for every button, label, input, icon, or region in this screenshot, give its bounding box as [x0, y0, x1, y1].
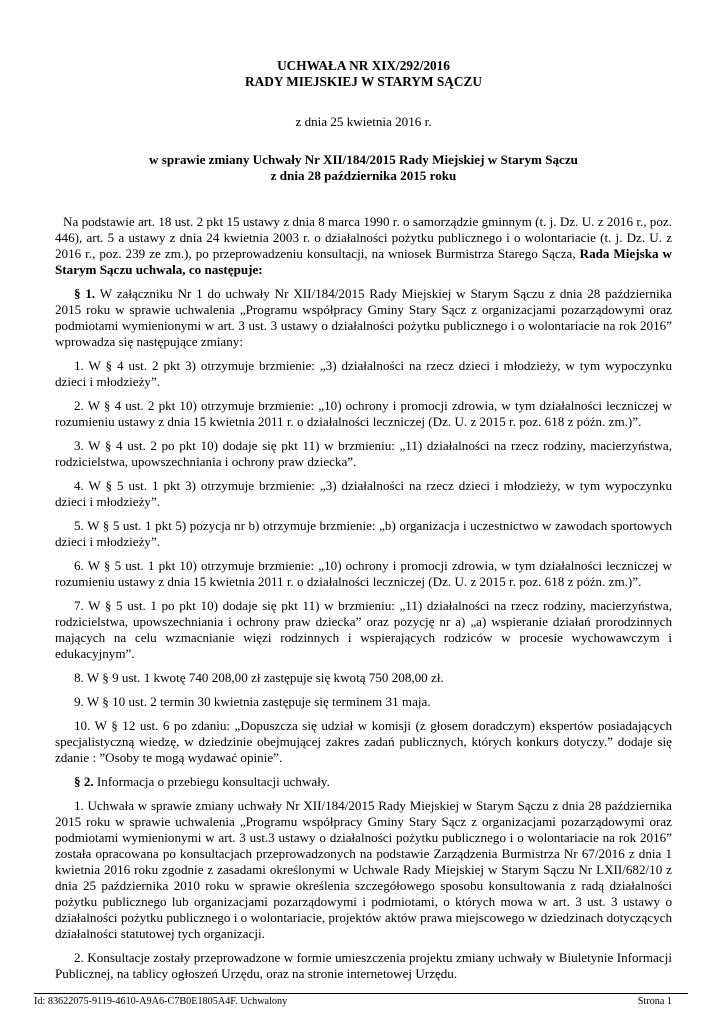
- section-2-text: Informacja o przebiegu konsultacji uchwały.: [93, 774, 330, 789]
- title-line-1: UCHWAŁA NR XIX/292/2016: [277, 58, 450, 73]
- section-1-text: W załączniku Nr 1 do uchwały Nr XII/184/2015 Rady Miejskiej w Starym Sączu z dnia 28 października 2015 roku w sprawie uchwalenia „Programu współpracy Gminy Stary Sącz z organizacjami pozarządowymi oraz podmiotami wymienionymi w art. 3 ust. 3 ustawy o działalności pożytku publicznego i o wolontariacie na rok 2016” wprowadza się następujące zmiany:: [55, 286, 672, 349]
- section-1-paragraph: [55, 286, 672, 350]
- section-1-label: § 1.: [74, 286, 96, 301]
- section-1-item: 10. W § 12 ust. 6 po zdaniu: „Dopuszcza się udział w komisji (z głosem doradczym) ekspertów posiadających specjalistyczną wiedzę, w dziedzinie obejmującej zakres zadań publicznych, których konkurs dotyczy.” dodaje się zdanie : ”Osoby te mogą wydawać opinie”.: [55, 718, 672, 765]
- document-content: [55, 58, 672, 982]
- section-2-item: 1. Uchwała w sprawie zmiany uchwały Nr XII/184/2015 Rady Miejskiej w Starym Sączu z dnia 28 października 2015 roku w sprawie uchwalenia „Programu współpracy Gminy Stary Sącz z organizacjami pozarządowymi oraz podmiotami wymienionymi w art. 3 ust.3 ustawy o działalności pożytku publicznego i o wolontariacie na rok 2016” została opracowana po konsultacjach przeprowadzonych na podstawie Zarządzenia Burmistrza Nr 67/2016 z dnia 1 kwietnia 2016 roku zgodnie z zasadami określonymi w Uchwale Rady Miejskiej w Starym Sączu Nr LXII/682/10 z dnia 25 października 2010 roku w sprawie określenia szczegółowego sposobu konsultowania z radą działalności pożytku publicznego lub organizacjami pozarządowymi i podmiotami, o których mowa w art. 3 ust. 3 ustawy o działalności pożytku publicznego i o wolontariacie, projektów aktów prawa miejscowego w dziedzinach dotyczących działalności statutowej tych organizacji.: [55, 798, 672, 941]
- intro-text: Na podstawie art. 18 ust. 2 pkt 15 ustawy z dnia 8 marca 1990 r. o samorządzie gminnym (t. j. Dz. U. z 2016 r., poz. 446), art. 5 a ustawy z dnia 24 kwietnia 2003 r. o działalności pożytku publicznego i o wolontariacie (t. j. Dz. U. z 2016 r., poz. 239 ze zm.), po przeprowadzeniu konsultacji, na wniosek Burmistrza Starego Sącza,: [55, 214, 672, 261]
- section-1-item: 6. W § 5 ust. 1 pkt 10) otrzymuje brzmienie: „10) ochrony i promocji zdrowia, w tym działalności leczniczej w rozumieniu ustawy z dnia 15 kwietnia 2011 r. o działalności leczniczej (Dz. U. z 2015 r. poz. 618 z późn. zm.)”.: [55, 558, 672, 589]
- resolution-title: [55, 58, 672, 90]
- section-1-item: 8. W § 9 ust. 1 kwotę 740 208,00 zł zastępuje się kwotą 750 208,00 zł.: [74, 670, 444, 685]
- intro-bold-text: Rada Miejska w Starym Sączu uchwala, co następuje:: [55, 246, 672, 277]
- section-1-item: 7. W § 5 ust. 1 po pkt 10) dodaje się pkt 11) w brzmieniu: „11) działalności na rzecz rodziny, macierzyństwa, rodzicielstwa, upowszechniania i ochrony praw dziecka” oraz pozycję nr a) „a) wspieranie działań prorodzinnych mających na celu wzmacnianie więzi rodzinnych i wspierających rodziców w procesie wychowawczym i edukacyjnym”.: [55, 598, 672, 661]
- section-1-item: 9. W § 10 ust. 2 termin 30 kwietnia zastępuje się terminem 31 maja.: [74, 694, 431, 709]
- section-2-label: § 2.: [74, 774, 94, 789]
- title-line-2: RADY MIEJSKIEJ W STARYM SĄCZU: [245, 74, 482, 89]
- intro-paragraph: [55, 214, 672, 278]
- section-2-item: 2. Konsultacje zostały przeprowadzone w formie umieszczenia projektu zmiany uchwały w Biuletynie Informacji Publicznej, na tablicy ogłoszeń Urzędu, oraz na stronie internetowej Urzędu.: [55, 950, 672, 981]
- footer-divider: [34, 993, 688, 994]
- subject-line-1: w sprawie zmiany Uchwały Nr XII/184/2015 Rady Miejskiej w Starym Sączu: [149, 152, 578, 167]
- section-1-item: 1. W § 4 ust. 2 pkt 3) otrzymuje brzmienie: „3) działalności na rzecz dzieci i młodzieży, w tym wypoczynku dzieci i młodzieży”.: [55, 358, 672, 389]
- section-1-item: 4. W § 5 ust. 1 pkt 3) otrzymuje brzmienie: „3) działalności na rzecz dzieci i młodzieży, w tym wypoczynku dzieci i młodzieży”.: [55, 478, 672, 509]
- resolution-subject: [55, 152, 672, 184]
- section-1-item: 3. W § 4 ust. 2 po pkt 10) dodaje się pkt 11) w brzmieniu: „11) działalności na rzecz rodziny, macierzyństwa, rodzicielstwa, upowszechniania i ochrony praw dziecka”.: [55, 438, 672, 469]
- subject-line-2: z dnia 28 października 2015 roku: [270, 168, 457, 183]
- section-2-paragraph: [55, 774, 672, 790]
- footer-document-id: Id: 83622075-9119-4610-A9A6-C7B0E1805A4F. Uchwalony: [34, 996, 288, 1007]
- resolution-date: z dnia 25 kwietnia 2016 r.: [295, 114, 432, 129]
- section-1-item: 2. W § 4 ust. 2 pkt 10) otrzymuje brzmienie: „10) ochrony i promocji zdrowia, w tym działalności leczniczej w rozumieniu ustawy z dnia 15 kwietnia 2011 r. o działalności leczniczej (Dz. U. z 2015 r. poz. 618 z późn. zm.)”.: [55, 398, 672, 429]
- footer-page-number: Strona 1: [637, 996, 672, 1007]
- section-1-item: 5. W § 5 ust. 1 pkt 5) pozycja nr b) otrzymuje brzmienie: „b) organizacja i uczestnictwo w zawodach sportowych dzieci i młodzieży”.: [55, 518, 672, 549]
